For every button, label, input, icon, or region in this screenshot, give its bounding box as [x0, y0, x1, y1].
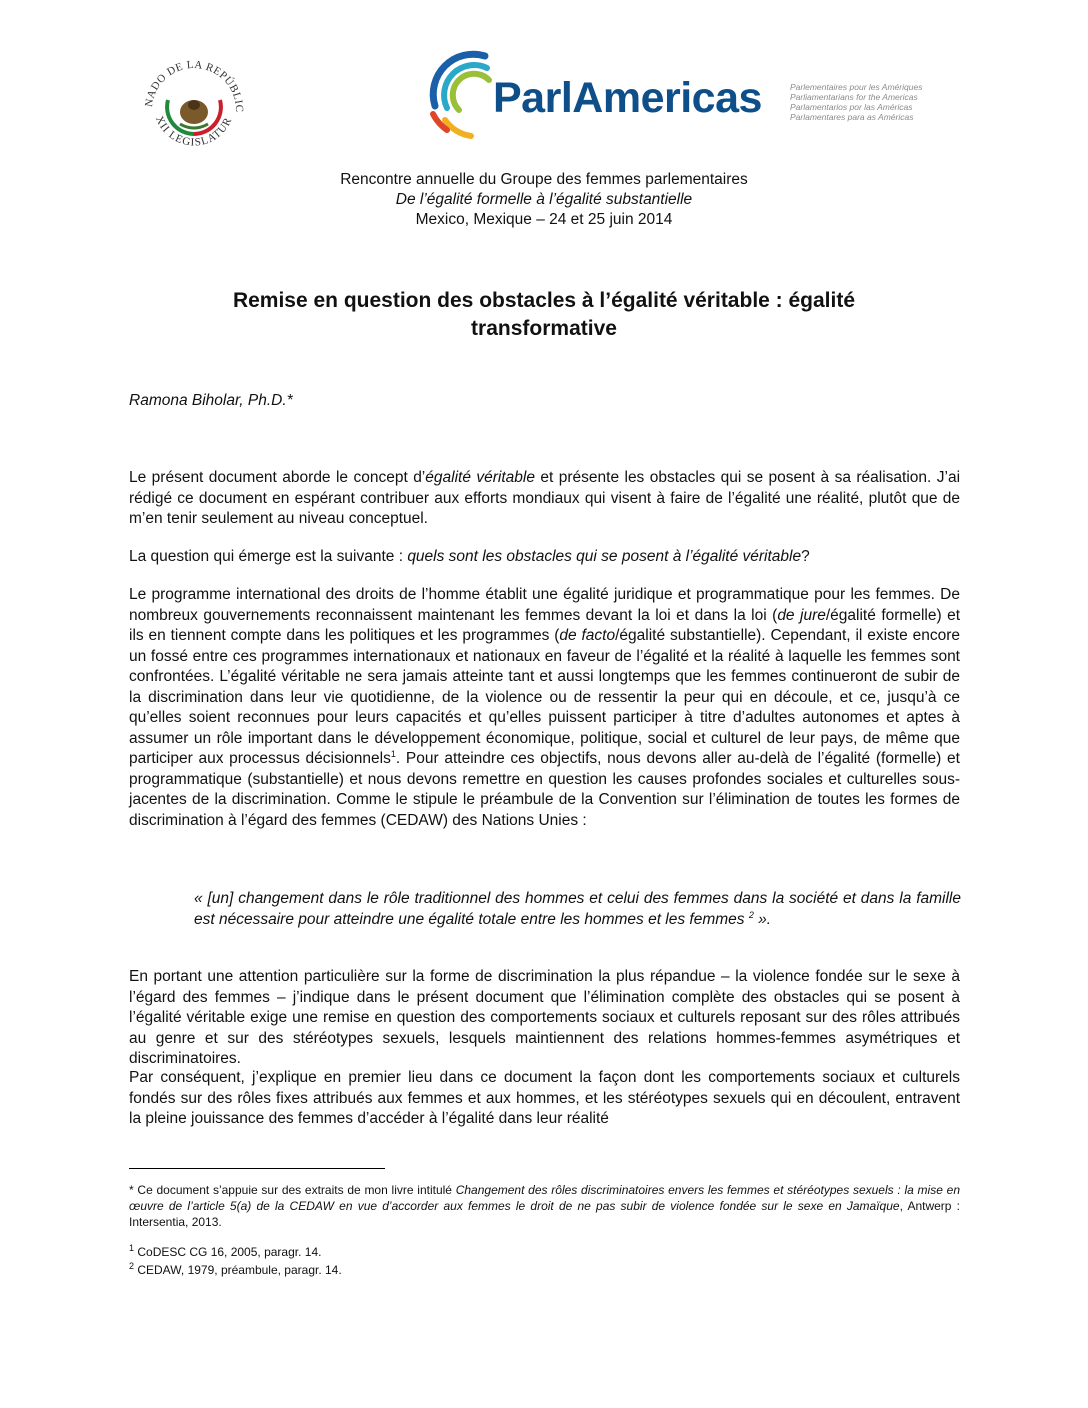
cedaw-quote: [194, 889, 961, 930]
footnote-1-number: 1: [129, 1243, 135, 1253]
footnote-author-text-a: * Ce document s’appuie sur des extraits de mon livre intitulé: [129, 1183, 456, 1197]
footnote-author-text-c: , Antwerp : Intersentia, 2013.: [129, 1199, 960, 1229]
p3-text-f: . Pour atteindre ces objectifs, nous devons aller au-delà de l’égalité (formelle) et programmatique (substantielle) et nous devons remettre en question les causes profondes sociales et culturelles sous-jacentes de la discrimination. Comme le stipule le préambule de la Convention sur l’élimination de toutes les formes de discrimination à l’égard des femmes (CEDAW) des Nations Unies :: [129, 750, 960, 829]
quote-text: « [un] changement dans le rôle traditionnel des hommes et celui des femmes dans la société et dans la famille est nécessaire pour atteindre une égalité totale entre les hommes et les femmes: [194, 890, 961, 928]
footnote-book-title: Changement des rôles discriminatoires envers les femmes et stéréotypes sexuels : la mise en œuvre de l’article 5(a) de la CEDAW en vue d’accorder aux femmes le droit de ne pas subir de violence fondée sur le sexe en Jamaïque: [129, 1183, 960, 1213]
footnote-1-text: CoDESC CG 16, 2005, paragr. 14.: [134, 1245, 322, 1259]
footnote-author: [129, 1182, 960, 1230]
tagline-es: Parlamentarios por las Américas: [790, 102, 913, 112]
p3-text-e: /égalité substantielle). Cependant, il existe encore un fossé entre ces programmes internationaux et nationaux en faveur de l’égalité et la réalité à laquelle les femmes sont confrontées. L’égalité véritable ne sera jamais atteinte tant et aussi longtemps que les femmes continueront de subir de la discrimination dans leur vie quotidienne, de la violence ou de ressentir la peur qui en découle, et ce, jusqu’à ce qu’elles soient reconnues pour leurs capacités et qu’elles puissent participer à titre d’adultes autonomes et aptes à assumer un rôle important dans le développement économique, politique, social et culturel de leur pays, de même que participer aux processus décisionnels: [129, 627, 960, 767]
p2-question: quels sont les obstacles qui se posent à l’égalité véritable: [407, 548, 802, 565]
footnote-ref-2[interactable]: 2: [748, 909, 754, 920]
p2-text-c: ?: [801, 548, 810, 565]
tagline-fr: Parlementaires pour les Amériques: [790, 82, 923, 92]
footnote-2-number: 2: [129, 1261, 135, 1271]
footnote-2-text: CEDAW, 1979, préambule, paragr. 14.: [134, 1263, 342, 1277]
p1-text-c: et présente les obstacles qui se posent à sa réalisation. J’ai rédigé ce document en espérant contribuer aux efforts mondiaux qui visent à faire de l’égalité une réalité, plutôt que de m’en tenir seulement au niveau conceptuel.: [129, 469, 961, 527]
tagline-pt: Parlamentares para as Américas: [790, 112, 914, 122]
p3-de-facto: de facto: [559, 627, 616, 644]
quote-close: ».: [753, 910, 772, 928]
paragraph-4: En portant une attention particulière sur la forme de discrimination la plus répandue – la violence fondée sur le sexe à l’égard des femmes – j’indique dans le présent document que l’élimination complète des obstacles qui se posent à l’égalité véritable exige une remise en question des comportements sociaux et culturels reposant sur des rôles attribués au genre et sur des stéréotypes sexuels, lesquels maintiennent des relations hommes-femmes asymétriques et discriminatoires.: [129, 968, 960, 1067]
meeting-name: Rencontre annuelle du Groupe des femmes parlementaires: [340, 171, 748, 188]
p1-text-a: Le présent document aborde le concept d’: [129, 469, 426, 486]
footnote-1: [129, 1244, 960, 1260]
p3-text-c: /égalité formelle) et ils en tiennent compte dans les politiques et les programmes (: [129, 606, 960, 644]
tagline-en: Parliamentarians for the Americas: [790, 92, 918, 102]
footnote-2: [129, 1262, 960, 1278]
title-line-1: Remise en question des obstacles à l’égalité véritable : égalité: [232, 289, 856, 312]
p2-text-a: La question qui émerge est la suivante :: [129, 548, 408, 565]
parlamericas-wordmark: ParlAmericas: [493, 74, 762, 122]
p3-de-jure: de jure: [777, 606, 826, 624]
footnote-ref-1[interactable]: 1: [390, 748, 396, 759]
meeting-info: [0, 170, 1088, 230]
title-line-2: transformative: [471, 317, 617, 340]
paragraph-5: Par conséquent, j’explique en premier lieu dans ce document la façon dont les comportements sociaux et culturels fondés sur des rôles fixes attribués aux femmes et aux hommes, et les stéréotypes sexuels qui en découlent, entravent la pleine jouissance des femmes d’accéder à l’égalité dans leur réalité: [129, 1069, 960, 1127]
document-title: [0, 287, 1088, 343]
paragraph-3: [129, 585, 960, 831]
seal-text-bottom: XII LEGISLATUR: [152, 114, 235, 149]
p3-text-a: Le programme international des droits de l’homme établit une égalité juridique et programmatique pour les femmes. De nombreux gouvernements reconnaissent maintenant les femmes devant la loi et dans la loi (: [129, 586, 960, 624]
seal-text-top: NADO DE LA REPÚBLIC: [143, 58, 246, 113]
author: Ramona Biholar, Ph.D.*: [129, 392, 293, 409]
meeting-place-date: Mexico, Mexique – 24 et 25 juin 2014: [415, 211, 673, 228]
meeting-theme: De l’égalité formelle à l’égalité substantielle: [395, 191, 693, 208]
footnote-separator: [129, 1168, 385, 1169]
parlamericas-logo: [425, 48, 785, 140]
senate-seal-logo: [138, 50, 250, 162]
logo-taglines: [790, 82, 970, 122]
paragraph-2: [129, 547, 960, 568]
paragraph-1: [129, 468, 960, 530]
p1-emphasis: égalité véritable: [425, 469, 535, 486]
